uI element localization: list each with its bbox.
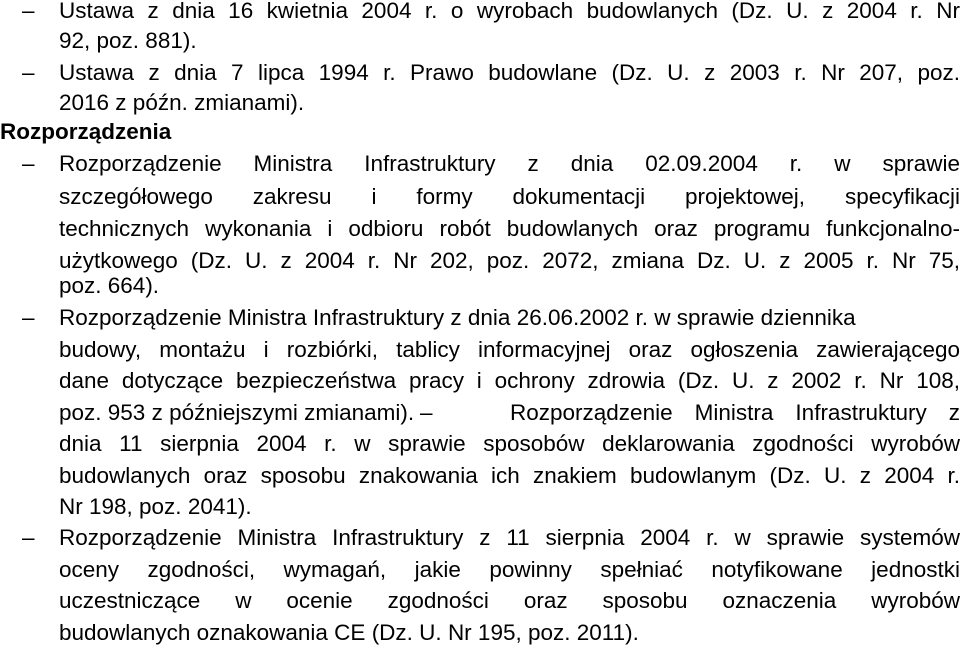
list-item-text: 2016 z późn. zmianami). [59, 90, 305, 115]
list-item [0, 522, 960, 554]
list-dash: – [22, 305, 35, 330]
list-item-text: Rozporządzenie Ministra Infrastruktury z 11 sierpnia 2004 r. w sprawie systemów [59, 525, 960, 550]
list-item [0, 57, 960, 89]
list-item-text: użytkowego (Dz. U. z 2004 r. Nr 202, poz. 2072, zmiana Dz. U. z 2005 r. Nr 75, [59, 248, 960, 273]
list-item [0, 148, 960, 180]
list-item-text: budowy, montażu i rozbiórki, tablicy informacyjnej oraz ogłoszenia zawierającego [59, 337, 960, 362]
list-item-text: Nr 198, poz. 2041). [59, 494, 252, 519]
list-item-text: szczegółowego zakresu i formy dokumentacji projektowej, specyfikacji [59, 184, 960, 209]
list-dash: – [22, 0, 35, 23]
list-item [0, 0, 960, 27]
list-dash: – [22, 525, 35, 550]
list-item-text: Rozporządzenie Ministra Infrastruktury z dnia 02.09.2004 r. w sprawie [59, 151, 960, 176]
list-item-text: dane dotyczące bezpieczeństwa pracy i ochrony zdrowia (Dz. U. z 2002 r. Nr 108, [59, 368, 960, 393]
list-item [0, 397, 960, 429]
list-item-text: budowlanych oznakowania CE (Dz. U. Nr 195, poz. 2011). [59, 620, 639, 645]
list-item-text: poz. 664). [59, 273, 160, 298]
list-item-text: 92, poz. 881). [59, 28, 197, 53]
list-item-text: Rozporządzenie Ministra Infrastruktury z dnia 26.06.2002 r. w sprawie dziennika [59, 305, 856, 330]
list-item-text: Ustawa z dnia 16 kwietnia 2004 r. o wyrobach budowlanych (Dz. U. z 2004 r. Nr [59, 0, 960, 23]
list-item-text: uczestniczące w ocenie zgodności oraz sposobu oznaczenia wyrobów [59, 588, 960, 613]
list-item-text: Rozporządzenie Ministra Infrastruktury z [510, 400, 960, 425]
list-item-text: oceny zgodności, wymagań, jakie powinny spełniać notyfikowane jednostki [59, 557, 960, 582]
list-item-text: budowlanych oraz sposobu znakowania ich znakiem budowlanym (Dz. U. z 2004 r. [59, 463, 960, 488]
list-dash: – [22, 60, 35, 85]
section-heading: Rozporządzenia [0, 119, 172, 144]
list-dash: – [420, 400, 433, 425]
list-dash: – [22, 151, 35, 176]
list-item-text: dnia 11 sierpnia 2004 r. w sprawie sposobów deklarowania zgodności wyrobów [59, 431, 960, 456]
list-item-text: Ustawa z dnia 7 lipca 1994 r. Prawo budowlane (Dz. U. z 2003 r. Nr 207, poz. [59, 60, 960, 85]
list-item [0, 302, 960, 334]
list-item-text: technicznych wykonania i odbioru robót budowlanych oraz programu funkcjonalno- [59, 216, 960, 241]
list-item-text: poz. 953 z późniejszymi zmianami). [59, 400, 415, 425]
